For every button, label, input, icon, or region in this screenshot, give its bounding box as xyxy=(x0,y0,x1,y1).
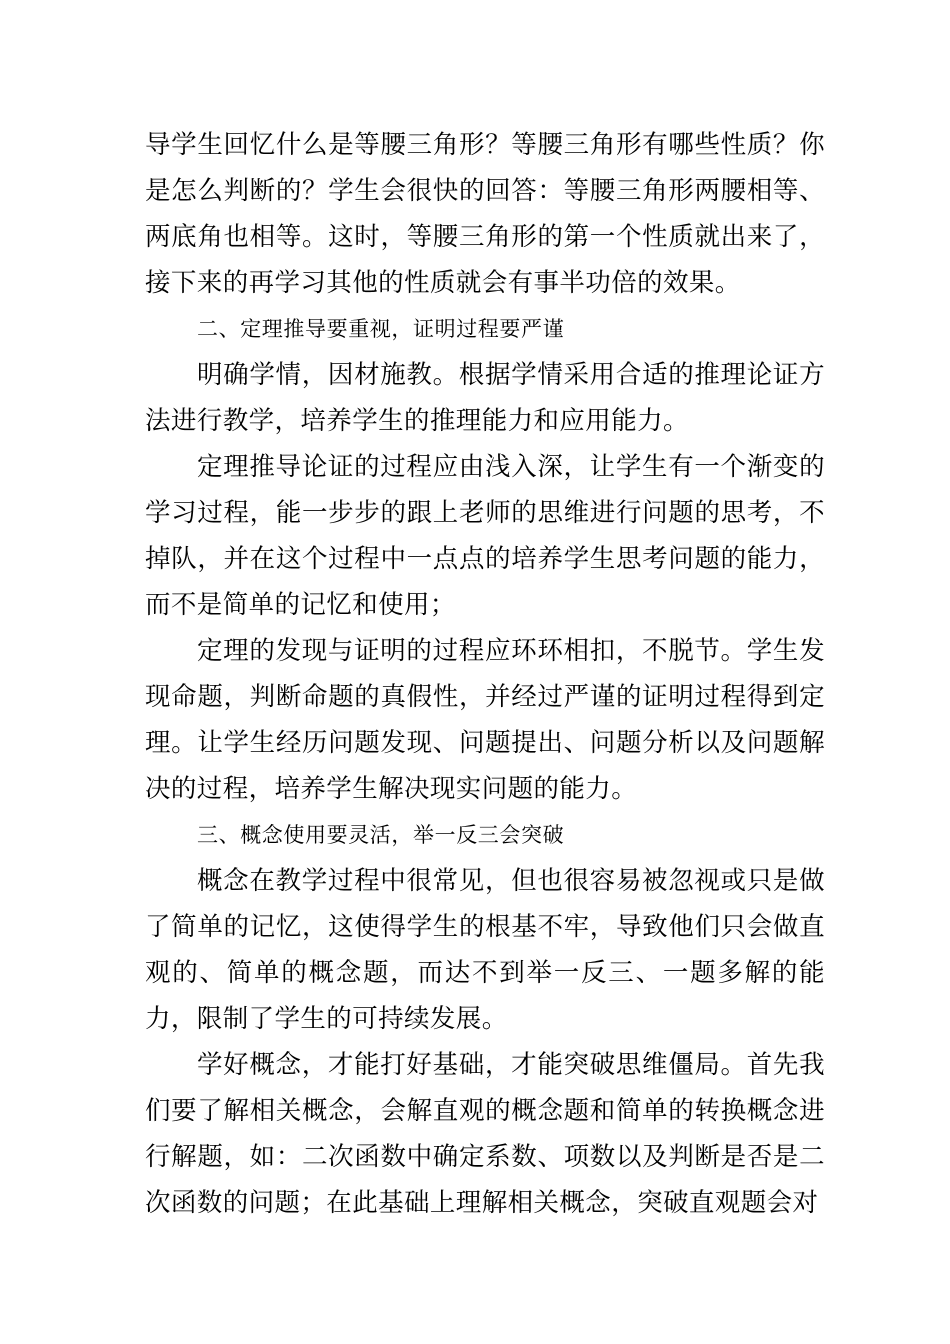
paragraph: 明确学情，因材施教。根据学情采用合适的推理论证方法进行教学，培养学生的推理能力和应用能力。 xyxy=(145,360,825,436)
paragraph-continuation: 导学生回忆什么是等腰三角形？等腰三角形有哪些性质？你是怎么判断的？学生会很快的回答：等腰三角形两腰相等、两底角也相等。这时，等腰三角形的第一个性质就出来了，接下来的再学习其他的性质就会有事半功倍的效果。 xyxy=(145,130,825,298)
document-body xyxy=(145,122,825,1226)
paragraph: 定理的发现与证明的过程应环环相扣，不脱节。学生发现命题，判断命题的真假性，并经过严谨的证明过程得到定理。让学生经历问题发现、问题提出、问题分析以及问题解决的过程，培养学生解决现实问题的能力。 xyxy=(145,636,825,804)
paragraph: 定理推导论证的过程应由浅入深，让学生有一个渐变的学习过程，能一步步的跟上老师的思维进行问题的思考，不掉队，并在这个过程中一点点的培养学生思考问题的能力， 而不是简单的记忆和使用； xyxy=(145,452,825,620)
paragraph: 学好概念，才能打好基础，才能突破思维僵局。首先我们要了解相关概念，会解直观的概念题和简单的转换概念进行解题，如：二次函数中确定系数、项数以及判断是否是二次函数的问题；在此基础上理解相关概念，突破直观题会对 xyxy=(145,1050,825,1218)
section-heading-three: 三、概念使用要灵活，举一反三会突破 xyxy=(197,823,565,847)
paragraph: 概念在教学过程中很常见，但也很容易被忽视或只是做了简单的记忆，这使得学生的根基不牢，导致他们只会做直观的、简单的概念题，而达不到举一反三、一题多解的能力，限制了学生的可持续发展。 xyxy=(145,866,825,1034)
section-heading-two: 二、定理推导要重视，证明过程要严谨 xyxy=(197,317,565,341)
